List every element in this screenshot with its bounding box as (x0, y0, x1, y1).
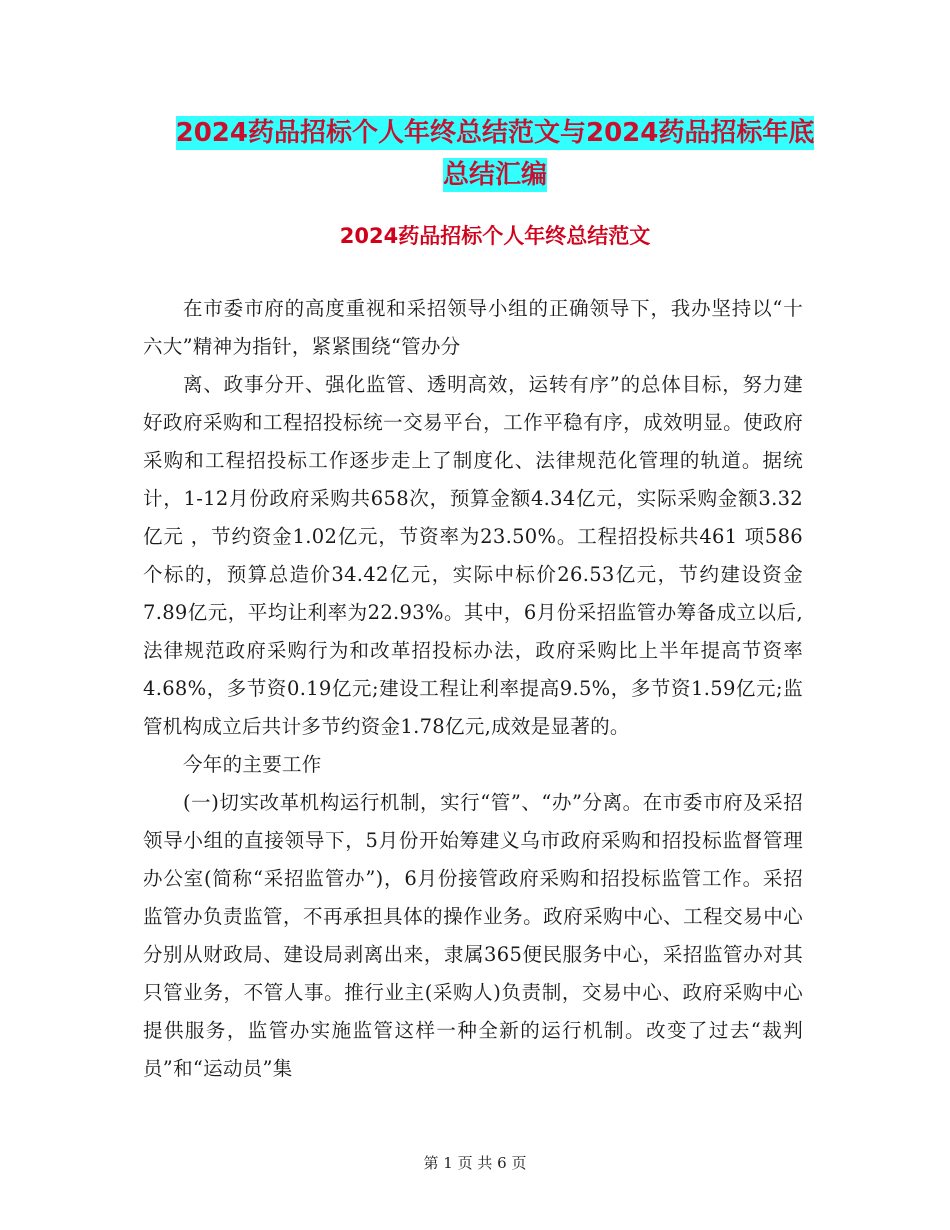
document-title (140, 112, 850, 196)
paragraph: (一)切实改革机构运行机制，实行“管”、“办”分离。在市委市府及采招领导小组的直接领导下，5月份开始筹建义乌市政府采购和招投标监督管理办公室(简称“采招监管办”)，6月份接管政府采购和招投标监管工作。采招监管办负责监管，不再承担具体的操作业务。政府采购中心、工程交易中心分别从财政局、建设局剥离出来，隶属365便民服务中心，采招监管办对其只管业务，不管人事。推行业主(采购人)负责制，交易中心、政府采购中心提供服务，监管办实施监管这样一种全新的运行机制。改变了过去“裁判员”和“运动员”集 (143, 791, 803, 1080)
document-title-line1: 2024药品招标个人年终总结范文与2024药品招标年底 (175, 118, 815, 148)
section-title: 2024药品招标个人年终总结范文 (339, 224, 651, 248)
document-title-line2: 总结汇编 (442, 160, 547, 190)
paragraph: 今年的主要工作 (183, 753, 322, 776)
paragraph: 离、政事分开、强化监管、透明高效，运转有序”的总体目标，努力建好政府采购和工程招投标统一交易平台，工作平稳有序，成效明显。使政府采购和工程招投标工作逐步走上了制度化、法律规范化管理的轨道。据统计，1-12月份政府采购共658次，预算金额4.34亿元，实际采购金额3.32亿元 ，节约资金1.02亿元，节资率为23.50%。工程招投标共461 项586个标的，预算总造价34.42亿元，实际中标价26.53亿元，节约建设资金7.89亿元，平均让利率为22.93%。其中，6月份采招监管办筹备成立以后,法律规范政府采购行为和改革招投标办法，政府采购比上半年提高节资率4.68%，多节资0.19亿元;建设工程让利率提高9.5%，多节资1.59亿元;监管机构成立后共计多节约资金1.78亿元,成效是显著的。 (143, 373, 803, 738)
document-body (143, 290, 803, 1088)
paragraph: 在市委市府的高度重视和采招领导小组的正确领导下，我办坚持以“十六大”精神为指针，紧紧围绕“管办分 (143, 297, 803, 358)
page-footer: 第 1 页 共 6 页 (423, 1154, 527, 1172)
